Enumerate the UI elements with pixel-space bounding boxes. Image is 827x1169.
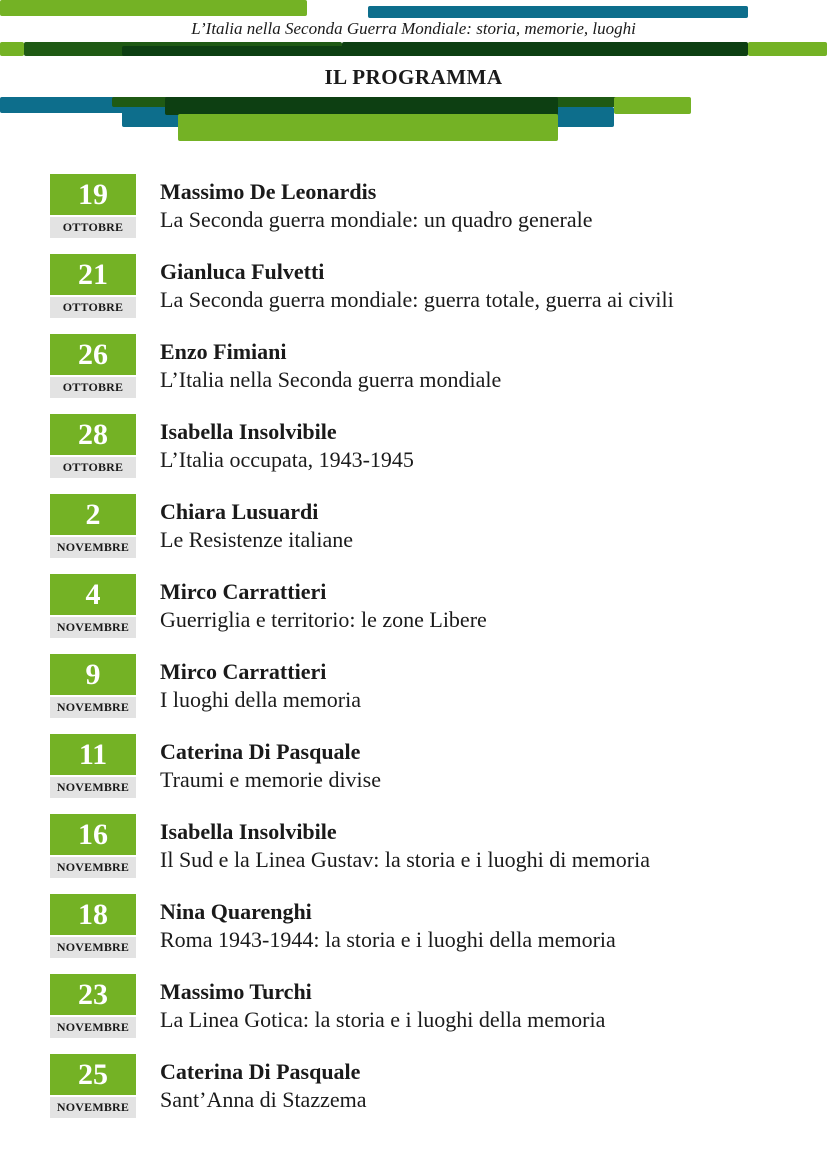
lecture-info: [160, 578, 810, 634]
date-month: NOVEMBRE: [50, 697, 136, 718]
date-badge: [50, 334, 136, 398]
decor-bar: [178, 114, 558, 141]
date-badge: [50, 494, 136, 558]
lecture-topic: Roma 1943-1944: la storia e i luoghi della memoria: [160, 927, 616, 952]
speaker-name: Isabella Insolvibile: [160, 819, 337, 844]
lecture-info: [160, 818, 810, 874]
date-badge: [50, 254, 136, 318]
lecture-info: [160, 418, 810, 474]
date-day: 2: [50, 494, 136, 535]
date-month: NOVEMBRE: [50, 1017, 136, 1038]
schedule-item: [50, 334, 810, 414]
lecture-topic: Traumi e memorie divise: [160, 767, 381, 792]
lecture-topic: L’Italia occupata, 1943-1945: [160, 447, 414, 472]
lecture-info: [160, 978, 810, 1034]
page-title: IL PROGRAMMA: [324, 65, 503, 89]
speaker-name: Caterina Di Pasquale: [160, 1059, 361, 1084]
header-subtitle: L’Italia nella Seconda Guerra Mondiale: storia, memorie, luoghi: [191, 19, 636, 38]
date-month: OTTOBRE: [50, 377, 136, 398]
speaker-name: Massimo Turchi: [160, 979, 312, 1004]
lecture-info: [160, 738, 810, 794]
decor-bar: [748, 42, 827, 56]
speaker-name: Massimo De Leonardis: [160, 179, 377, 204]
lecture-topic: L’Italia nella Seconda guerra mondiale: [160, 367, 502, 392]
speaker-name: Mirco Carrattieri: [160, 579, 327, 604]
lecture-info: [160, 178, 810, 234]
decor-bar: [368, 6, 748, 18]
schedule-item: [50, 654, 810, 734]
date-badge: [50, 734, 136, 798]
date-badge: [50, 574, 136, 638]
date-day: 21: [50, 254, 136, 295]
date-day: 28: [50, 414, 136, 455]
date-badge: [50, 894, 136, 958]
schedule-item: [50, 414, 810, 494]
date-month: NOVEMBRE: [50, 1097, 136, 1118]
date-badge: [50, 814, 136, 878]
date-month: NOVEMBRE: [50, 617, 136, 638]
lecture-topic: Il Sud e la Linea Gustav: la storia e i luoghi di memoria: [160, 847, 650, 872]
date-day: 16: [50, 814, 136, 855]
lecture-topic: Guerriglia e territorio: le zone Libere: [160, 607, 487, 632]
date-month: NOVEMBRE: [50, 777, 136, 798]
decor-bar: [0, 42, 24, 56]
date-month: OTTOBRE: [50, 457, 136, 478]
date-day: 4: [50, 574, 136, 615]
schedule-item: [50, 494, 810, 574]
date-badge: [50, 974, 136, 1038]
date-day: 25: [50, 1054, 136, 1095]
speaker-name: Isabella Insolvibile: [160, 419, 337, 444]
schedule-item: [50, 894, 810, 974]
schedule-item: [50, 254, 810, 334]
date-badge: [50, 414, 136, 478]
date-day: 23: [50, 974, 136, 1015]
date-day: 19: [50, 174, 136, 215]
date-month: OTTOBRE: [50, 217, 136, 238]
schedule-list: [50, 174, 810, 1134]
schedule-item: [50, 1054, 810, 1134]
speaker-name: Gianluca Fulvetti: [160, 259, 325, 284]
date-day: 11: [50, 734, 136, 775]
date-day: 18: [50, 894, 136, 935]
date-month: OTTOBRE: [50, 297, 136, 318]
lecture-info: [160, 1058, 810, 1114]
speaker-name: Caterina Di Pasquale: [160, 739, 361, 764]
schedule-item: [50, 974, 810, 1054]
date-badge: [50, 1054, 136, 1118]
schedule-item: [50, 734, 810, 814]
schedule-item: [50, 814, 810, 894]
lecture-topic: I luoghi della memoria: [160, 687, 361, 712]
date-month: NOVEMBRE: [50, 537, 136, 558]
decor-bar: [0, 0, 307, 16]
lecture-topic: La Seconda guerra mondiale: guerra totale, guerra ai civili: [160, 287, 674, 312]
lecture-topic: La Seconda guerra mondiale: un quadro generale: [160, 207, 593, 232]
date-day: 26: [50, 334, 136, 375]
decor-bar: [614, 97, 691, 114]
lecture-topic: La Linea Gotica: la storia e i luoghi della memoria: [160, 1007, 606, 1032]
date-badge: [50, 174, 136, 238]
schedule-item: [50, 574, 810, 654]
lecture-info: [160, 498, 810, 554]
speaker-name: Nina Quarenghi: [160, 899, 312, 924]
date-month: NOVEMBRE: [50, 857, 136, 878]
speaker-name: Mirco Carrattieri: [160, 659, 327, 684]
lecture-topic: Le Resistenze italiane: [160, 527, 354, 552]
lecture-topic: Sant’Anna di Stazzema: [160, 1087, 367, 1112]
speaker-name: Enzo Fimiani: [160, 339, 287, 364]
lecture-info: [160, 338, 810, 394]
lecture-info: [160, 898, 810, 954]
date-month: NOVEMBRE: [50, 937, 136, 958]
decor-bar: [165, 97, 558, 115]
lecture-info: [160, 258, 810, 314]
lecture-info: [160, 658, 810, 714]
date-badge: [50, 654, 136, 718]
speaker-name: Chiara Lusuardi: [160, 499, 319, 524]
schedule-item: [50, 174, 810, 254]
decor-bar: [122, 46, 614, 56]
date-day: 9: [50, 654, 136, 695]
